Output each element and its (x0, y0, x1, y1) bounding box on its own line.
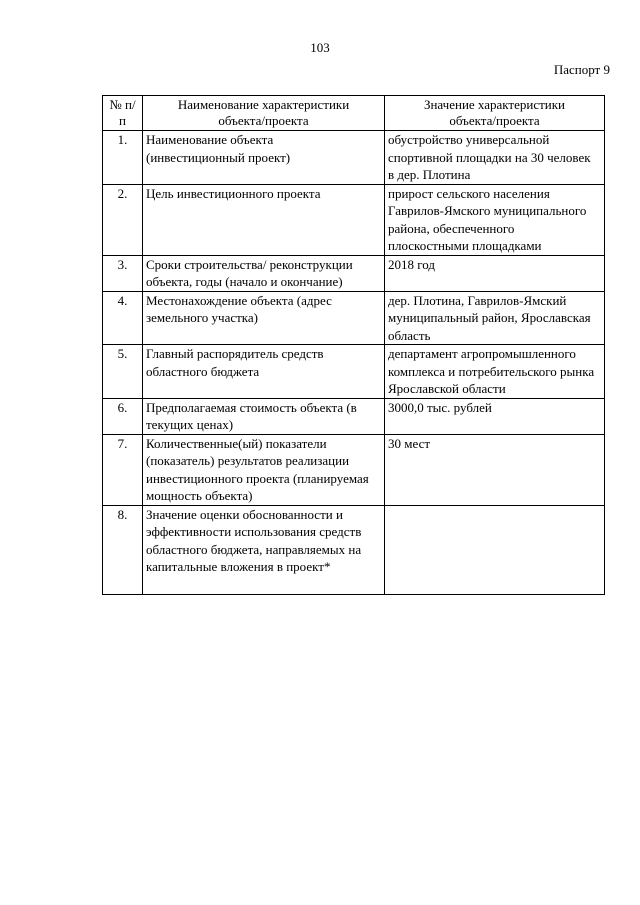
cell-text: Главный распорядитель средств областного бюджета (146, 346, 324, 379)
row-characteristic-name (143, 255, 385, 291)
row-characteristic-name (143, 398, 385, 434)
row-characteristic-value (385, 398, 605, 434)
cell-text: Сроки строительства/ реконструкции объекта, годы (начало и окончание) (146, 256, 353, 289)
row-number: 8. (103, 505, 143, 594)
row-number: 3. (103, 255, 143, 291)
row-characteristic-value (385, 184, 605, 255)
page-number: 103 (310, 40, 330, 55)
cell-text: дер. Плотина, Гаврилов-Ямский муниципальный район, Ярославская область (388, 292, 591, 343)
row-characteristic-value (385, 345, 605, 399)
cell-text: департамент агропромышленного комплекса и потребительского рынка Ярославской области (388, 346, 595, 396)
row-number: 5. (103, 345, 143, 399)
header-number: № п/п (103, 96, 143, 131)
row-characteristic-value (385, 255, 605, 291)
table-row (103, 398, 605, 434)
cell-text: прирост сельского населения Гаврилов-Ямского муниципального района, обеспеченного плоскостными площадками (388, 185, 587, 253)
row-number: 7. (103, 434, 143, 505)
row-characteristic-name (143, 505, 385, 594)
table-row (103, 505, 605, 594)
row-number: 4. (103, 291, 143, 345)
table-row (103, 345, 605, 399)
passport-label: Паспорт 9 (553, 62, 610, 77)
row-characteristic-name (143, 131, 385, 185)
table-row (103, 184, 605, 255)
cell-text: Наименование объекта (инвестиционный проект) (146, 132, 291, 165)
cell-text: Предполагаемая стоимость объекта (в текущих ценах) (146, 399, 357, 432)
row-number: 2. (103, 184, 143, 255)
table-row (103, 291, 605, 345)
cell-text: Количественные(ый) показатели (показатель) результатов реализации инвестиционного проекта (планируемая мощность объекта) (146, 435, 369, 503)
row-number: 6. (103, 398, 143, 434)
cell-text: 2018 год (388, 256, 435, 272)
table-header-row (103, 96, 605, 131)
cell-text: 3000,0 тыс. рублей (388, 399, 492, 415)
table-row (103, 255, 605, 291)
header-characteristic-name: Наименование характеристики объекта/проекта (143, 96, 385, 131)
cell-text: Цель инвестиционного проекта (146, 185, 321, 201)
cell-text: Местонахождение объекта (адрес земельного участка) (146, 292, 332, 325)
row-characteristic-value (385, 434, 605, 505)
passport-table (102, 95, 605, 595)
row-characteristic-name (143, 345, 385, 399)
row-characteristic-value (385, 131, 605, 185)
row-number: 1. (103, 131, 143, 185)
table-row (103, 131, 605, 185)
cell-text: Значение оценки обоснованности и эффективности использования средств областного бюджета, направляемых на капитальные вложения в проект* (146, 506, 362, 574)
row-characteristic-name (143, 184, 385, 255)
row-characteristic-name (143, 291, 385, 345)
cell-text: 30 мест (388, 435, 431, 451)
header-characteristic-value: Значение характеристики объекта/проекта (385, 96, 605, 131)
row-characteristic-value (385, 291, 605, 345)
cell-text: обустройство универсальной спортивной площадки на 30 человек в дер. Плотина (388, 132, 591, 182)
row-characteristic-value (385, 505, 605, 594)
table-row (103, 434, 605, 505)
row-characteristic-name (143, 434, 385, 505)
